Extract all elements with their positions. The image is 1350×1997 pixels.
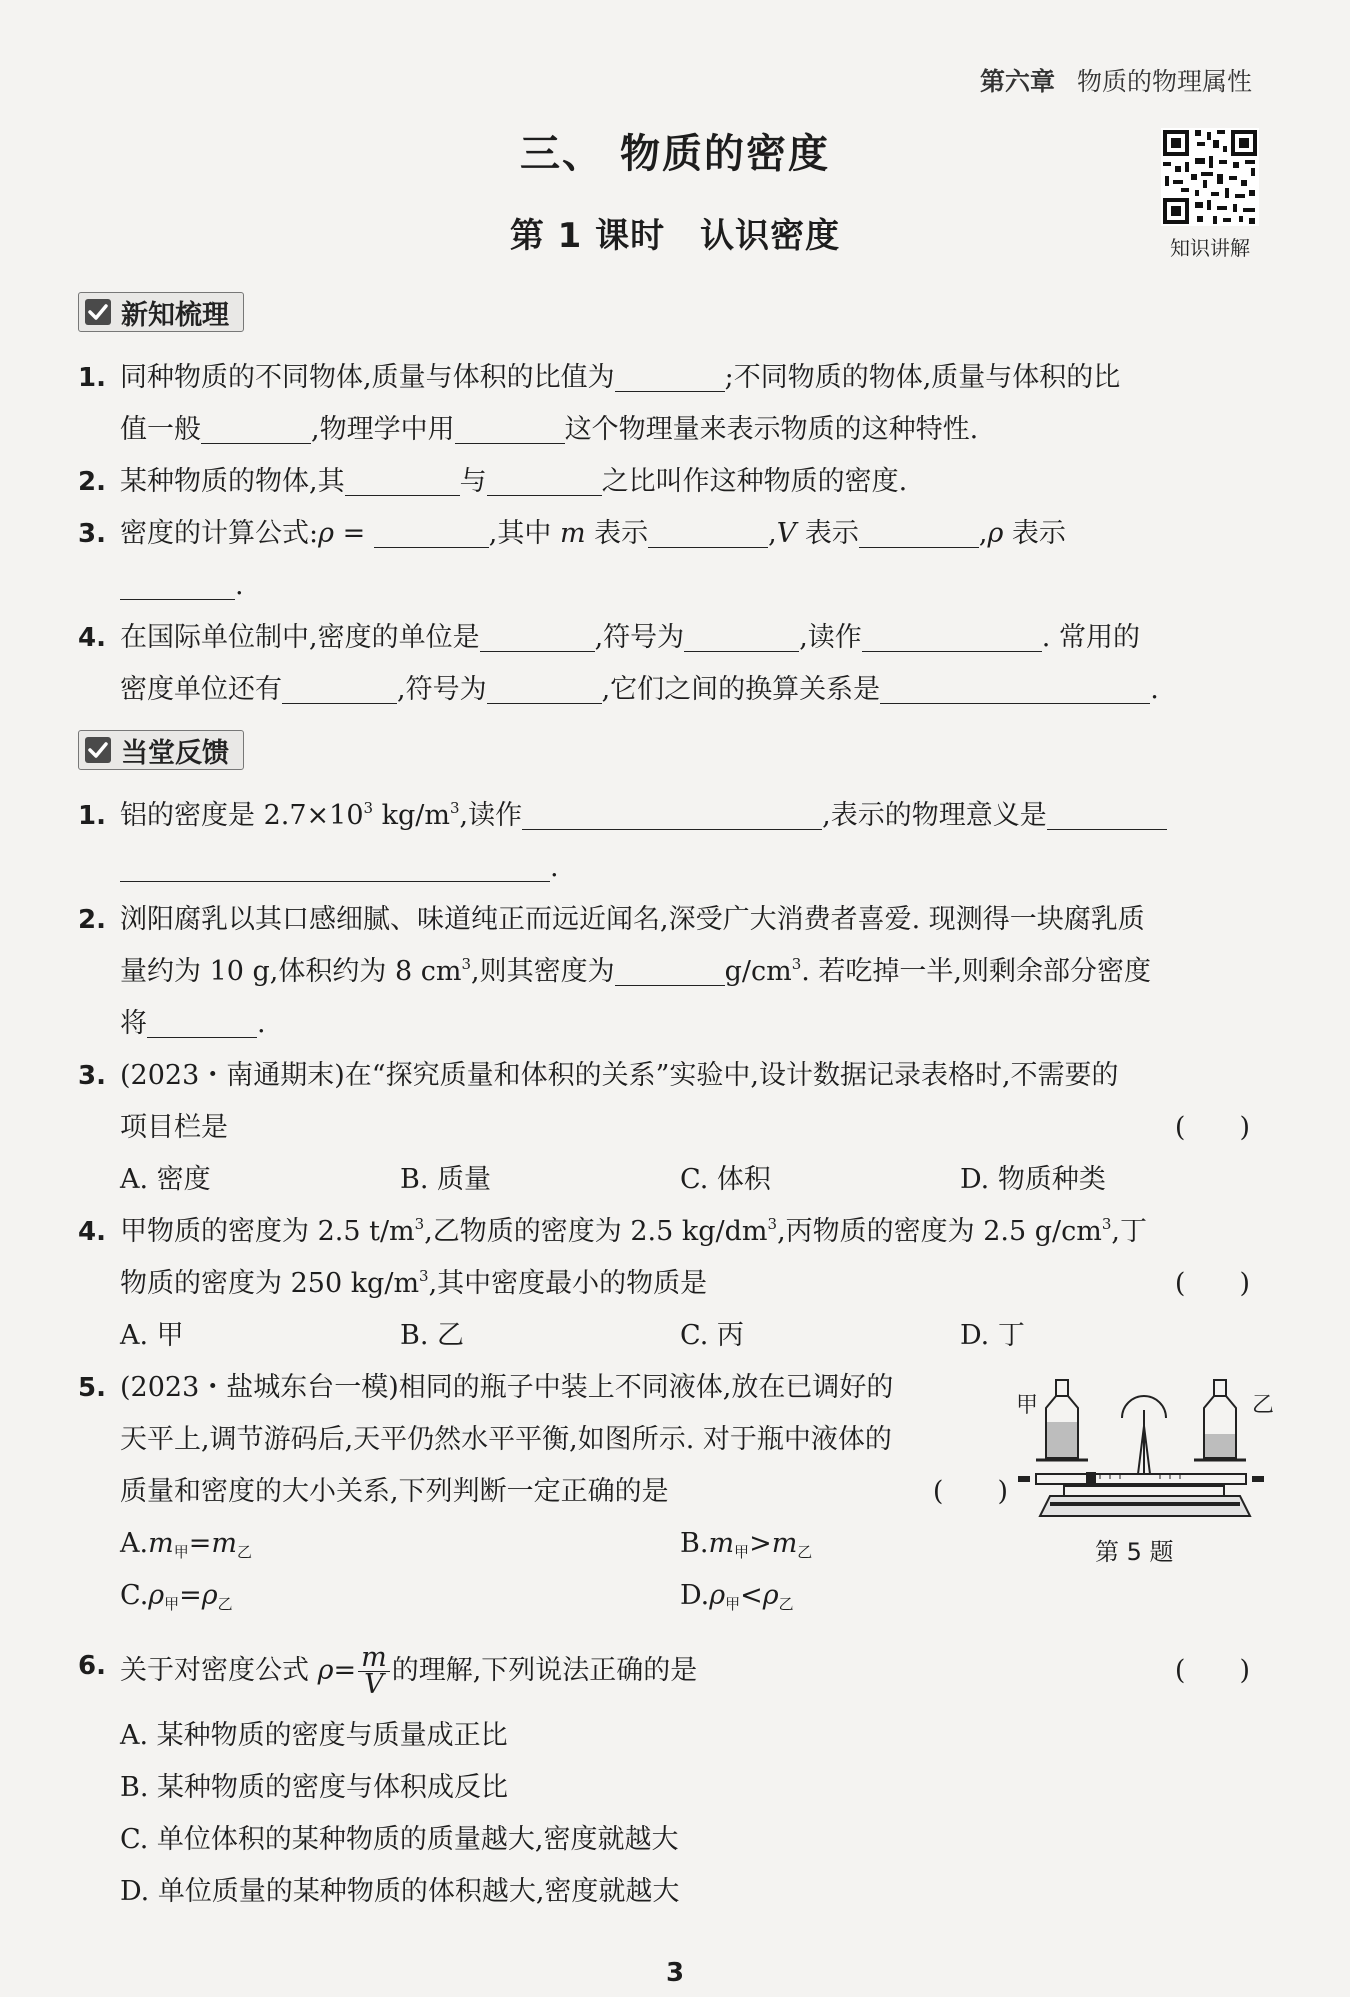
section-feedback xyxy=(78,730,244,770)
question-text: 之比叫作这种物质的密度. xyxy=(601,466,908,497)
answer-blank[interactable] xyxy=(859,517,979,548)
question-text: ,读作 xyxy=(799,622,862,653)
question-text: 项目栏是 xyxy=(120,1112,228,1143)
option-d[interactable]: $D.\rho_甲<\rho_乙$ xyxy=(680,1580,794,1613)
question-text: . xyxy=(235,570,244,601)
question-text: 将 xyxy=(120,1008,147,1039)
superscript: 3 xyxy=(363,799,374,817)
figure-caption: 第 5 题 xyxy=(1095,1538,1174,1566)
question-text: 密度单位还有 xyxy=(120,674,282,705)
question-text: . 常用的 xyxy=(1041,622,1140,653)
feedback-question-6 xyxy=(78,1640,1250,1918)
qr-code-block[interactable] xyxy=(1155,128,1265,261)
superscript: 3 xyxy=(461,955,472,973)
question-number: 3. xyxy=(78,1061,106,1091)
superscript: 3 xyxy=(767,1215,778,1233)
question-text: 铝的密度是 2.7×10 xyxy=(120,800,364,831)
option-a[interactable]: A. 密度 xyxy=(120,1164,211,1195)
answer-blank[interactable] xyxy=(282,673,397,704)
answer-blank[interactable] xyxy=(487,673,602,704)
question-text: . xyxy=(257,1008,266,1039)
question-text: 在国际单位制中,密度的单位是 xyxy=(120,622,480,653)
superscript: 3 xyxy=(450,799,460,817)
rho-symbol: ρ xyxy=(318,518,334,549)
answer-blank[interactable] xyxy=(201,413,311,444)
question-text: ,读作 xyxy=(459,800,523,831)
answer-bracket[interactable]: ( ) xyxy=(932,1476,1008,1507)
question-text: . xyxy=(1150,674,1159,705)
superscript: 3 xyxy=(1101,1215,1112,1233)
qr-code-icon[interactable] xyxy=(1161,128,1259,226)
balance-scale-figure xyxy=(1010,1370,1280,1540)
answer-blank[interactable] xyxy=(1047,799,1167,830)
rho-symbol: ρ xyxy=(987,518,1004,549)
question-text: 甲物质的密度为 2.5 t/m xyxy=(120,1216,415,1247)
chapter-name: 物质的物理属性 xyxy=(1076,67,1252,96)
question-text: ,则其密度为 xyxy=(471,956,615,987)
option-d[interactable]: D. 丁 xyxy=(960,1320,1025,1351)
question-text: 物质的密度为 250 kg/m xyxy=(120,1268,420,1299)
bottle-left-icon xyxy=(1046,1380,1078,1458)
question-text: g/cm xyxy=(724,956,792,987)
question-text: 表示 xyxy=(796,518,859,549)
bottle-right-icon xyxy=(1204,1380,1236,1458)
answer-blank[interactable] xyxy=(522,799,822,830)
page-number: 3 xyxy=(665,1958,685,1988)
option-d[interactable]: D. 物质种类 xyxy=(960,1164,1106,1195)
lesson-subtitle: 第 1 课时 认识密度 xyxy=(509,216,841,256)
fig-label-left: 甲 xyxy=(1016,1393,1039,1418)
checkbox-checked-icon xyxy=(83,735,113,765)
question-text: 质量和密度的大小关系,下列判断一定正确的是 xyxy=(120,1476,669,1507)
question-text: . 若吃掉一半,则剩余部分密度 xyxy=(801,956,1152,987)
question-number: 2. xyxy=(78,467,106,497)
question-text: ,其中 xyxy=(488,518,560,549)
answer-blank[interactable] xyxy=(487,465,602,496)
lesson-title: 三、 物质的密度 xyxy=(520,131,830,177)
answer-blank[interactable] xyxy=(648,517,768,548)
question-text: 表示 xyxy=(585,518,649,549)
answer-blank[interactable] xyxy=(880,673,1150,704)
question-text: 密度的计算公式: xyxy=(120,518,319,549)
question-number: 4. xyxy=(78,1217,106,1247)
question-text: ,它们之间的换算关系是 xyxy=(601,674,881,705)
rho-symbol: ρ xyxy=(317,1655,334,1686)
options-row xyxy=(120,1518,1008,1570)
density-fraction: $\frac{m}{V}$ xyxy=(358,1645,390,1698)
options-row xyxy=(120,1310,1250,1362)
option-c[interactable]: $C.\rho_甲=\rho_乙$ xyxy=(120,1580,233,1613)
knowledge-question-1 xyxy=(78,352,1250,456)
answer-bracket[interactable]: ( ) xyxy=(1174,1112,1250,1143)
option-a[interactable]: A. 某种物质的密度与质量成正比 xyxy=(120,1720,508,1751)
question-text: 某种物质的物体,其 xyxy=(120,466,345,497)
question-text: . xyxy=(550,852,559,883)
feedback-question-1 xyxy=(78,790,1250,894)
question-number: 2. xyxy=(78,905,106,935)
question-text: , xyxy=(768,518,777,549)
option-b[interactable]: $B.m_甲>m_乙$ xyxy=(680,1528,813,1561)
question-text: ,符号为 xyxy=(397,674,487,705)
feedback-question-3 xyxy=(78,1050,1250,1206)
answer-blank[interactable] xyxy=(480,621,595,652)
knowledge-question-3 xyxy=(78,508,1250,612)
knowledge-question-4 xyxy=(78,612,1250,716)
superscript: 3 xyxy=(414,1215,425,1233)
superscript: 3 xyxy=(419,1267,429,1285)
answer-blank[interactable] xyxy=(615,955,725,986)
answer-blank[interactable] xyxy=(120,569,235,600)
answer-blank[interactable] xyxy=(120,851,550,882)
question-text: kg/m xyxy=(373,800,450,831)
option-b[interactable]: B. 某种物质的密度与体积成反比 xyxy=(120,1772,509,1803)
mass-symbol: m xyxy=(559,518,586,549)
option-c[interactable]: C. 丙 xyxy=(680,1320,744,1351)
question-text: , xyxy=(978,518,988,549)
option-c[interactable]: C. 单位体积的某种物质的质量越大,密度就越大 xyxy=(120,1824,679,1855)
superscript: 3 xyxy=(791,955,802,973)
question-text: 同种物质的不同物体,质量与体积的比值为 xyxy=(120,362,615,393)
options-row xyxy=(120,1570,1008,1622)
question-text: 与 xyxy=(459,466,487,497)
fig-label-right: 乙 xyxy=(1252,1393,1275,1418)
equals-sign: = xyxy=(333,518,374,549)
question-text: ;不同物质的物体,质量与体积的比 xyxy=(724,362,1121,393)
question-text: ,符号为 xyxy=(594,622,685,653)
answer-blank[interactable] xyxy=(615,361,725,392)
question-text: ,乙物质的密度为 2.5 kg/dm xyxy=(424,1216,768,1247)
question-text: ,丁 xyxy=(1111,1216,1148,1247)
question-number: 1. xyxy=(78,801,106,831)
answer-blank[interactable] xyxy=(345,465,460,496)
question-text: ,其中密度最小的物质是 xyxy=(428,1268,708,1299)
answer-blank[interactable] xyxy=(455,413,565,444)
question-text: 的理解,下列说法正确的是 xyxy=(391,1655,698,1686)
options-row xyxy=(120,1154,1250,1206)
question-text: 浏阳腐乳以其口感细腻、味道纯正而远近闻名,深受广大消费者喜爱. 现测得一块腐乳质 xyxy=(120,904,1145,935)
feedback-question-5 xyxy=(78,1362,1008,1622)
question-text: 关于对密度公式 xyxy=(120,1655,318,1686)
question-text: (2023・盐城东台一模)相同的瓶子中装上不同液体,放在已调好的 xyxy=(120,1372,894,1403)
chapter-header xyxy=(980,62,1252,98)
answer-bracket[interactable]: ( ) xyxy=(1174,1655,1250,1686)
question-text: 表示 xyxy=(1003,518,1066,549)
volume-symbol: V xyxy=(776,518,797,549)
option-b[interactable]: B. 质量 xyxy=(400,1164,492,1195)
option-c[interactable]: C. 体积 xyxy=(680,1164,771,1195)
option-d[interactable]: D. 单位质量的某种物质的体积越大,密度就越大 xyxy=(120,1876,680,1907)
question-text: 这个物理量来表示物质的这种特性. xyxy=(564,414,979,445)
chapter-number: 第六章 xyxy=(979,67,1055,96)
checkbox-checked-icon xyxy=(83,297,113,327)
question-number: 5. xyxy=(78,1373,106,1403)
answer-blank[interactable] xyxy=(374,517,489,548)
option-b[interactable]: B. 乙 xyxy=(400,1320,465,1351)
question-number: 4. xyxy=(78,623,106,653)
question-text: (2023・南通期末)在“探究质量和体积的关系”实验中,设计数据记录表格时,不需要的 xyxy=(120,1060,1119,1091)
question-text: 量约为 10 g,体积约为 8 cm xyxy=(120,956,462,987)
question-text: ,物理学中用 xyxy=(311,414,455,445)
answer-blank[interactable] xyxy=(147,1007,257,1038)
question-number: 1. xyxy=(78,363,106,393)
answer-blank[interactable] xyxy=(684,621,799,652)
option-a[interactable]: $A.m_甲=m_乙$ xyxy=(120,1528,252,1561)
question-number: 3. xyxy=(78,519,106,549)
equals-sign: = xyxy=(333,1655,357,1686)
section-new-knowledge xyxy=(78,292,244,332)
question-text: ,表示的物理意义是 xyxy=(822,800,1047,831)
feedback-question-4 xyxy=(78,1206,1250,1362)
qr-caption: 知识讲解 xyxy=(1170,236,1250,260)
question-text: 值一般 xyxy=(120,414,201,445)
section-title: 当堂反馈 xyxy=(121,737,229,769)
answer-blank[interactable] xyxy=(862,621,1042,652)
option-a[interactable]: A. 甲 xyxy=(120,1320,184,1351)
feedback-question-2 xyxy=(78,894,1250,1050)
question-text: ,丙物质的密度为 2.5 g/cm xyxy=(777,1216,1102,1247)
section-title: 新知梳理 xyxy=(121,299,229,331)
question-number: 6. xyxy=(78,1651,106,1681)
answer-bracket[interactable]: ( ) xyxy=(1174,1268,1250,1299)
knowledge-question-2 xyxy=(78,456,1250,508)
question-text: 天平上,调节游码后,天平仍然水平平衡,如图所示. 对于瓶中液体的 xyxy=(120,1424,892,1455)
